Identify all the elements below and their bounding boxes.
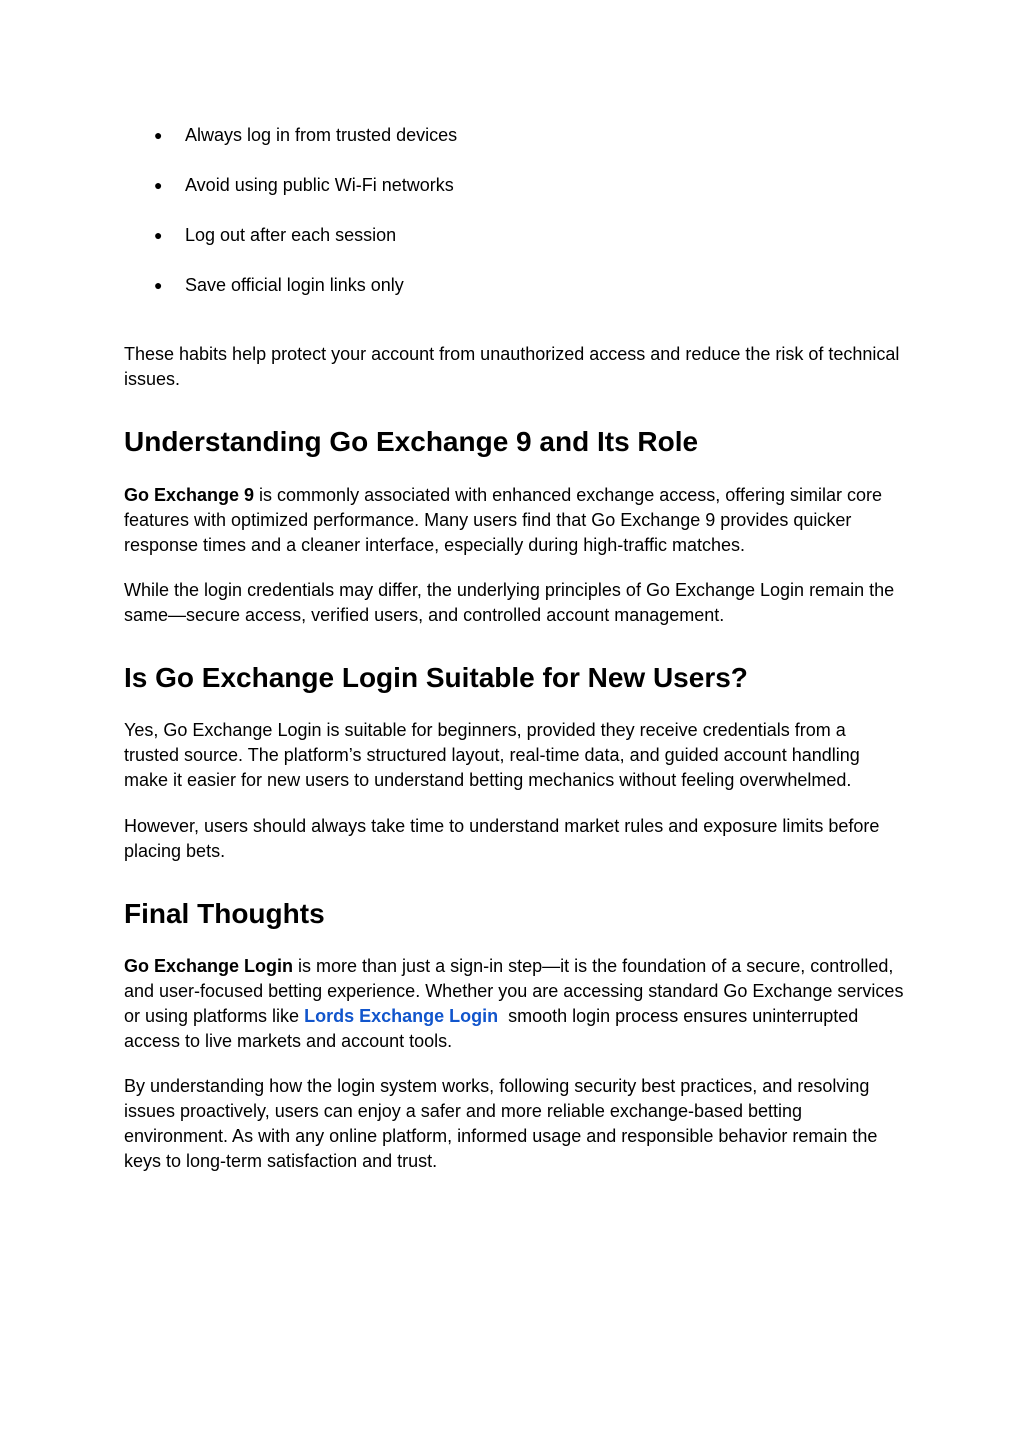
bold-term: Go Exchange Login	[124, 956, 294, 976]
bold-term: Go Exchange 9	[124, 485, 255, 505]
text: smooth login process ensures uninterrupted access to live markets and account tools.	[124, 1006, 864, 1051]
paragraph: These habits help protect your account from unauthorized access and reduce the risk of technical issues.	[124, 344, 900, 389]
paragraph: While the login credentials may differ, the underlying principles of Go Exchange Login remain the same—secure access, verified users, and controlled account management.	[124, 580, 895, 625]
paragraph: Yes, Go Exchange Login is suitable for beginners, provided they receive credentials from a trusted source. The platform’s structured layout, real-time data, and guided account handling make it easier for new users to understand betting mechanics without feeling overwhelmed.	[124, 720, 860, 790]
heading-role: Understanding Go Exchange 9 and Its Role	[124, 426, 699, 457]
list-item: ● Save official login links only	[154, 272, 457, 322]
text: is commonly associated with enhanced exchange access, offering similar core features with optimized performance. Many users find that Go Exchange 9 provides quicker response times and a cleaner interface, especially during high-traffic matches.	[124, 485, 883, 555]
heading-final: Final Thoughts	[124, 898, 325, 929]
tips-list	[154, 122, 457, 322]
text: is more than just a sign-in step—it is the foundation of a secure, controlled, and user-focused betting experience. Whether you are accessing standard Go Exchange services or using platforms like	[124, 956, 904, 1026]
paragraph	[124, 954, 904, 1054]
paragraph	[124, 483, 904, 558]
heading-new-users: Is Go Exchange Login Suitable for New Users?	[124, 662, 748, 693]
list-item: ● Log out after each session	[154, 222, 457, 272]
list-item: ● Always log in from trusted devices	[154, 122, 457, 172]
paragraph: However, users should always take time to understand market rules and exposure limits before placing bets.	[124, 816, 880, 861]
list-item: ● Avoid using public Wi-Fi networks	[154, 172, 457, 222]
lords-exchange-link[interactable]: Lords Exchange Login	[304, 1006, 499, 1026]
paragraph: By understanding how the login system works, following security best practices, and resolving issues proactively, users can enjoy a safer and more reliable exchange-based betting environment. As with any online platform, informed usage and responsible behavior remain the keys to long-term satisfaction and trust.	[124, 1076, 878, 1171]
